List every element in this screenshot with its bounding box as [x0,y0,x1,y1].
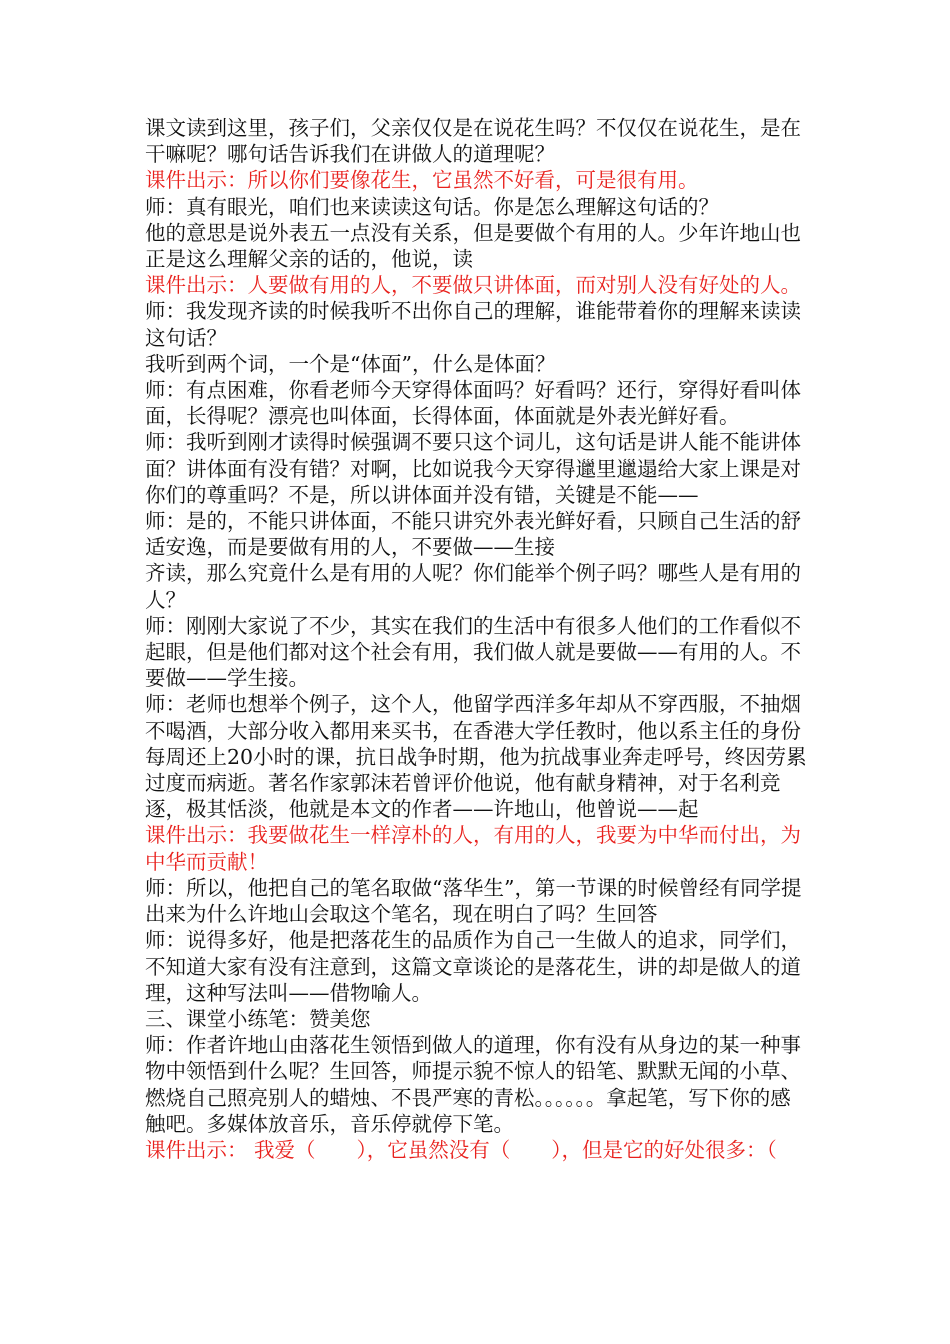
section-heading-exercise: 三、课堂小练笔：赞美您 [145,1006,371,1031]
paragraph-pen-name: 师：所以，他把自己的笔名取做“落华生”，第一节课的时候曾经有同学提出来为什么许地山会取这个笔名，现在明白了吗？生回答 [145,875,802,927]
paragraph-question: 课文读到这里，孩子们，父亲仅仅是在说花生吗？不仅仅在说花生，是在干嘛呢？哪句话告诉我们在讲做人的道理呢？ [145,116,801,167]
paragraph-student-answer: 他的意思是说外表五一点没有关系，但是要做个有用的人。少年许地山也正是这么理解父亲的话的，他说，读 [145,220,801,272]
slide-fill-in-template: 课件出示： 我爱（ ），它虽然没有（ ），但是它的好处很多：（ [145,1137,777,1162]
paragraph-two-words: 我听到两个词，一个是“体面”，什么是体面？ [145,351,556,376]
paragraph-author-story: 师：老师也想举个例子，这个人，他留学西洋多年却从不穿西服，不抽烟不喝酒，大部分收入都用来买书，在香港大学任教时，他以系主任的身份每周还上20小时的课，抗日战争时期，他为抗战事业奔走呼号，终因劳累过度而病逝。著名作家郭沫若曾评价他说，他有献身精神，对于名利竞逐，极其恬淡，他就是本文的作者——许地山，他曾说——起 [145,692,807,822]
slide-quote-author-vow: 课件出示：我要做花生一样淳朴的人，有用的人，我要为中华而付出，为中华而贡献！ [145,823,801,874]
paragraph-everyday-people: 师：刚刚大家说了不少，其实在我们的生活中有很多人他们的工作看似不起眼，但是他们都对这个社会有用，我们做人就是要做——有用的人。不要做——学生接。 [145,613,801,691]
paragraph-examples-question: 齐读，那么究竟什么是有用的人呢？你们能举个例子吗？哪些人是有用的人？ [145,561,801,612]
paragraph-writing-method: 师：说得多好，他是把落花生的品质作为自己一生做人的追求，同学们，不知道大家有没有注意到，这篇文章谈论的是落花生，讲的却是做人的道理，这种写法叫——借物喻人。 [145,928,801,1005]
paragraph-teacher-reading: 师：我发现齐读的时候我听不出你自己的理解，谁能带着你的理解来读读这句话？ [145,299,801,350]
paragraph-teacher-praise: 师：真有眼光，咱们也来读读这句话。你是怎么理解这句话的？ [145,194,719,219]
paragraph-exercise-prompt: 师：作者许地山由落花生领悟到做人的道理，你有没有从身边的某一种事物中领悟到什么呢？生回答，师提示貌不惊人的铅笔、默默无闻的小草、燃烧自己照亮别人的蜡烛、不畏严寒的青松。。。。。。拿起笔，写下你的感触吧。多媒体放音乐，音乐停就停下笔。 [145,1033,801,1136]
paragraph-define-tiimian: 师：有点困难，你看老师今天穿得体面吗？好看吗？还行，穿得好看叫体面，长得呢？漂亮也叫体面，长得体面，体面就是外表光鲜好看。 [145,378,801,429]
paragraph-emphasis: 师：我听到刚才读得时候强调不要只这个词儿，这句话是讲人能不能讲体面？讲体面有没有错？对啊，比如说我今天穿得邋里邋遢给大家上课是对你们的尊重吗？不是，所以讲体面并没有错，关键是不能—— [145,430,801,507]
lesson-plan-body [145,115,810,1163]
paragraph-not-only-appearance: 师：是的，不能只讲体面，不能只讲究外表光鲜好看，只顾自己生活的舒适安逸，而是要做有用的人，不要做——生接 [145,509,801,560]
slide-quote-useful-person: 课件出示：人要做有用的人，不要做只讲体面，而对别人没有好处的人。 [145,273,801,298]
slide-quote-peanut: 课件出示：所以你们要像花生，它虽然不好看，可是很有用。 [145,168,699,193]
